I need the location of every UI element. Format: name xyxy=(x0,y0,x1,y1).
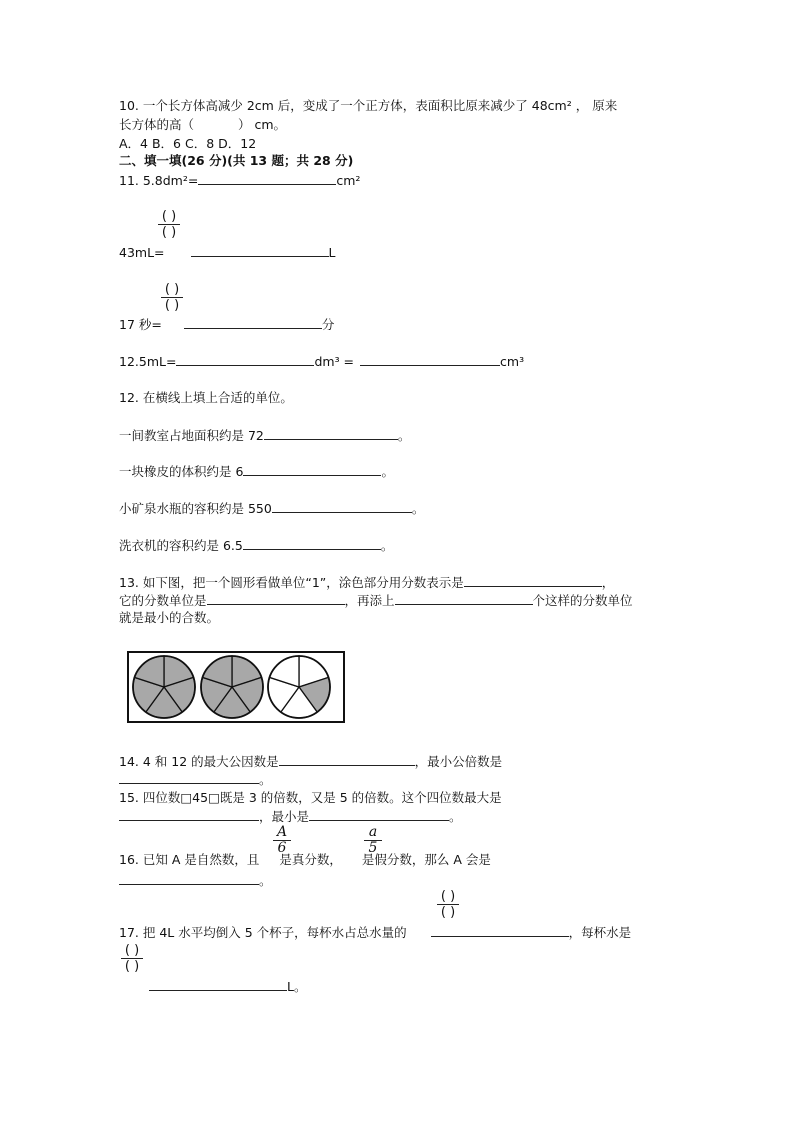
q12-item-text: 洗衣机的容积约是 6.5 xyxy=(119,538,243,553)
q11-d xyxy=(119,353,524,370)
q15-blank-2[interactable] xyxy=(309,808,449,821)
fraction-denominator[interactable]: ( ) xyxy=(440,905,456,920)
q12-item-end: 。 xyxy=(411,501,425,516)
q11-b-suffix: L xyxy=(328,245,336,260)
q11-a xyxy=(119,172,360,189)
fraction-numerator[interactable]: ( ) xyxy=(161,209,177,224)
section2-title: 二、填一填(26 分)(共 13 题；共 28 分) xyxy=(119,153,354,168)
q12-item-text: 一块橡皮的体积约是 6 xyxy=(119,464,244,479)
q11-b-blank[interactable] xyxy=(191,244,329,257)
q13-text-2a: 它的分数单位是 xyxy=(119,593,207,608)
q10-line1: 10. 一个长方体高减少 2cm 后，变成了一个正方体，表面积比原来减少了 48cm² ， 原来 xyxy=(119,98,618,113)
q11-d-blank-2[interactable] xyxy=(360,353,500,366)
q13-text-1-end: ， xyxy=(601,575,615,590)
q17-blank-2[interactable] xyxy=(149,978,287,991)
q14-end: 。 xyxy=(259,772,272,787)
q14-blank-1[interactable] xyxy=(279,753,415,766)
q17-blank-1[interactable] xyxy=(431,924,569,937)
q16-fraction-2 xyxy=(364,826,382,855)
q12-item-end: 。 xyxy=(381,464,394,479)
q17-fraction-2 xyxy=(121,944,143,973)
q12-item-blank[interactable] xyxy=(264,427,398,440)
q13-line3: 就是最小的合数。 xyxy=(119,610,220,625)
q10-line2 xyxy=(119,117,286,133)
q12-item xyxy=(119,500,424,517)
q16-line2 xyxy=(119,872,272,889)
q11-c xyxy=(119,316,334,333)
q17-line2 xyxy=(149,978,306,995)
q14-text-b: ，最小公倍数是 xyxy=(414,754,503,769)
pie-circle xyxy=(268,656,330,718)
fraction-denominator: 6 xyxy=(277,840,287,856)
q17-fraction-1 xyxy=(437,890,459,919)
q15-line2 xyxy=(119,808,462,825)
q17-text-b: ，每杯水是 xyxy=(568,925,632,940)
q11-b-prefix: 43mL= xyxy=(119,245,165,260)
q15-blank-1[interactable] xyxy=(119,808,259,821)
q13-blank-1[interactable] xyxy=(464,574,602,587)
q11-a-suffix: cm² xyxy=(336,173,361,188)
q15-end: 。 xyxy=(449,809,462,824)
q12-item-text: 小矿泉水瓶的容积约是 550 xyxy=(119,501,272,516)
q16-end: 。 xyxy=(259,873,272,888)
q17-text-a: 17. 把 4L 水平均倒入 5 个杯子，每杯水占总水量的 xyxy=(119,925,407,940)
q11-c-suffix: 分 xyxy=(321,317,335,332)
q11-c-blank[interactable] xyxy=(184,316,322,329)
fraction-numerator[interactable]: ( ) xyxy=(164,282,180,297)
fraction-denominator[interactable]: ( ) xyxy=(161,225,177,240)
q12-title: 12. 在横线上填上合适的单位。 xyxy=(119,390,293,405)
q13-text-2c: 个这样的分数单位 xyxy=(532,593,633,608)
q16-mid: 是真分数， xyxy=(279,852,342,867)
q11-a-blank[interactable] xyxy=(198,172,336,185)
pie-circle xyxy=(133,656,195,718)
q16-suffix: 是假分数，那么 A 会是 xyxy=(361,852,491,867)
fraction-numerator[interactable]: ( ) xyxy=(440,889,456,904)
fraction-numerator: a xyxy=(368,824,378,840)
q11-d-suffix: cm³ xyxy=(500,354,525,369)
q16-blank[interactable] xyxy=(119,872,259,885)
q12-item-end: 。 xyxy=(397,428,411,443)
q13-line2 xyxy=(119,592,633,609)
q13-text-1: 13. 如下图，把一个圆形看做单位“1”，涂色部分用分数表示是 xyxy=(119,575,464,590)
q10-options: A．4 B．6 C．8 D．12 xyxy=(119,136,257,151)
q12-item xyxy=(119,537,393,554)
q12-item-blank[interactable] xyxy=(243,463,381,476)
q17-line1 xyxy=(119,924,631,941)
q16-prefix: 16. 已知 A 是自然数，且 xyxy=(119,852,260,867)
q12-item-blank[interactable] xyxy=(272,500,412,513)
fraction-numerator: A xyxy=(276,824,288,840)
q12-item xyxy=(119,463,394,480)
q14-blank-2[interactable] xyxy=(119,771,259,784)
q17-end: L。 xyxy=(287,979,307,994)
q14-text-a: 14. 4 和 12 的最大公因数是 xyxy=(119,754,279,769)
q14-line2 xyxy=(119,771,272,788)
q11-b xyxy=(119,244,336,261)
q13-text-2b: ，再添上 xyxy=(344,593,395,608)
q13-blank-2[interactable] xyxy=(207,592,345,605)
q11-d-blank-1[interactable] xyxy=(176,353,314,366)
q11-a-prefix: 11. 5.8dm²= xyxy=(119,173,199,188)
fraction-denominator[interactable]: ( ) xyxy=(124,959,140,974)
q11-b-fraction xyxy=(158,210,180,239)
q12-item xyxy=(119,427,410,444)
fraction-numerator[interactable]: ( ) xyxy=(124,943,140,958)
q15-text-b: ，最小是 xyxy=(259,809,310,824)
q11-c-fraction xyxy=(161,283,183,312)
q12-item-text: 一间教室占地面积约是 72 xyxy=(119,428,264,443)
q13-line1 xyxy=(119,574,614,591)
q16-fraction-1 xyxy=(273,826,291,855)
q10-stem-b: ） cm。 xyxy=(238,117,287,132)
q12-item-end: 。 xyxy=(380,538,394,553)
q11-d-mid: dm³ = xyxy=(314,354,355,369)
pie-circle xyxy=(201,656,263,718)
q13-blank-3[interactable] xyxy=(395,592,533,605)
q12-item-blank[interactable] xyxy=(243,537,381,550)
fraction-denominator[interactable]: ( ) xyxy=(164,298,180,313)
q15-line1: 15. 四位数□45□既是 3 的倍数，又是 5 的倍数。这个四位数最大是 xyxy=(119,790,502,805)
q14-line1 xyxy=(119,753,502,770)
fraction-denominator: 5 xyxy=(368,840,378,856)
q10-stem-a: 长方体的高（ xyxy=(119,117,195,132)
q11-c-prefix: 17 秒= xyxy=(119,317,162,332)
q11-d-prefix: 12.5mL= xyxy=(119,354,177,369)
q13-circle-figure xyxy=(127,651,345,723)
q16-line1 xyxy=(119,852,491,868)
